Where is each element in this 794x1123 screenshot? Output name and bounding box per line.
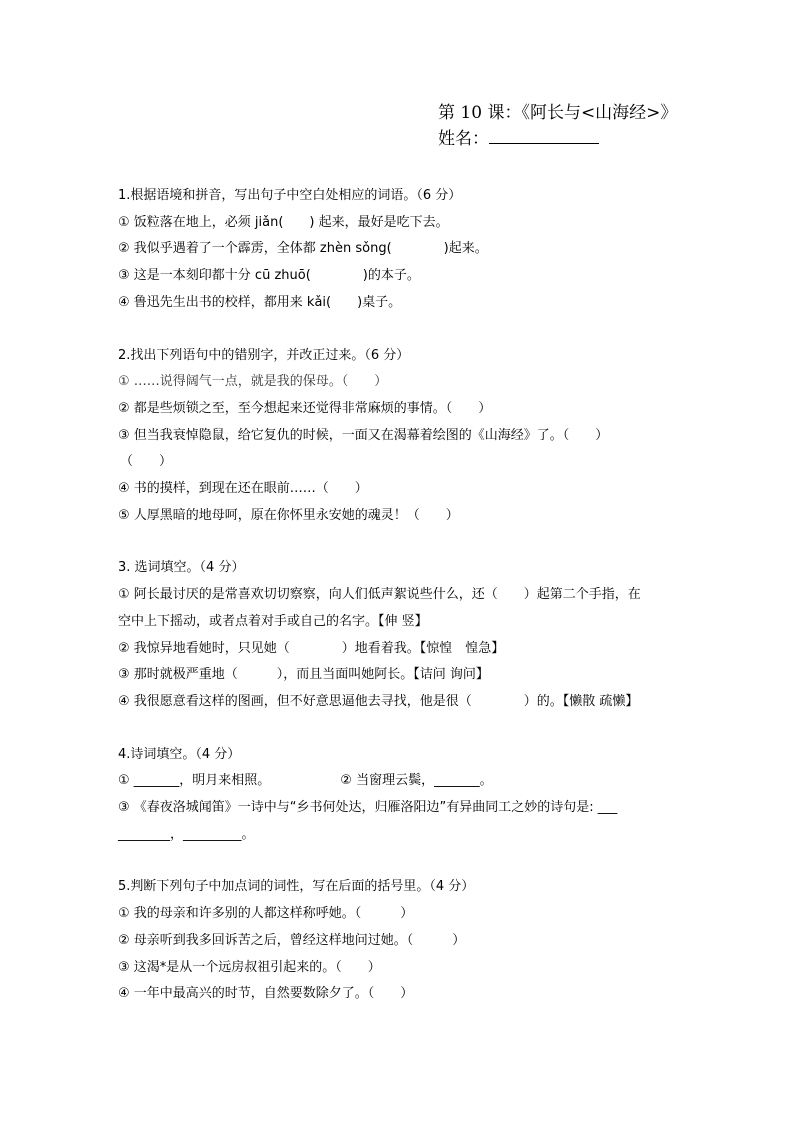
question-item: ④ 书的摸样，到现在还在眼前……（ ） <box>118 481 368 497</box>
question-title: 5.判断下列句子中加点词的词性，写在后面的括号里。（4 分） <box>118 879 475 895</box>
question-item: ② 母亲听到我多回诉苦之后，曾经这样地问过她。（ ） <box>118 932 466 948</box>
question-2 <box>118 343 688 530</box>
lesson-title: 第 10 课：《阿长与<山海经>》 <box>438 103 678 123</box>
poem-blank-1: ① _______，明月来相照。 <box>118 773 271 789</box>
question-item: ③ 那时就极严重地（ ），而且当面叫她阿长。【诘问 询问】 <box>118 667 489 683</box>
question-item: ________，_________。 <box>118 826 255 842</box>
question-item: （ ） <box>120 454 173 470</box>
question-4 <box>118 742 688 849</box>
question-item: ① 饭粒落在地上，必须 jiǎn( ) 起来，最好是吃下去。 <box>118 214 449 230</box>
question-item: ② 我似乎遇着了一个霹雳，全体都 zhèn sǒng( )起来。 <box>118 241 488 257</box>
question-item: ④ 鲁迅先生出书的校样，都用来 kǎi( )桌子。 <box>118 294 402 310</box>
question-item: ③ 这渴*是从一个远房叔祖引起来的。（ ） <box>118 959 381 975</box>
name-row <box>438 126 778 152</box>
question-item: ② 我惊异地看她时，只见她（ ）地看着我。【惊惶 惶急】 <box>118 640 505 656</box>
question-item: ① ……说得阔气一点，就是我的保母。（ ） <box>118 374 388 390</box>
question-3 <box>118 555 688 715</box>
question-item: ④ 一年中最高兴的时节，自然要数除夕了。（ ） <box>118 986 414 1002</box>
question-item: ① 阿长最讨厌的是常喜欢切切察察，向人们低声絮说些什么，还（ ）起第二个手指，在 <box>118 587 641 603</box>
question-item: ③ 这是一本刻印都十分 cū zhuō( )的本子。 <box>118 268 420 284</box>
question-title: 2.找出下列语句中的错别字，并改正过来。（6 分） <box>118 347 410 363</box>
question-item: ③ 但当我衰悼隐鼠，给它复仇的时候，一面又在渴幕着绘图的《山海经》了。（ ） <box>118 427 609 443</box>
question-title: 4.诗词填空。（4 分） <box>118 746 241 762</box>
name-blank[interactable] <box>489 127 599 144</box>
name-label: 姓名： <box>438 129 489 149</box>
question-item: ① 我的母亲和许多别的人都这样称呼她。（ ） <box>118 906 414 922</box>
question-item: 空中上下摇动，或者点着对手或自己的名字。【伸 竖】 <box>118 613 428 629</box>
questions <box>118 183 688 1034</box>
question-item: ⑤ 人厚黑暗的地母呵，原在你怀里永安她的魂灵！（ ） <box>118 507 459 523</box>
question-item: ④ 我很愿意看这样的图画，但不好意思逼他去寻找，他是很（ ）的。【懒散 疏懒】 <box>118 693 639 709</box>
question-1 <box>118 183 688 317</box>
question-item: ③ 《春夜洛城闻笛》一诗中与“乡书何处达，归雁洛阳边”有异曲同工之妙的诗句是: ___ <box>118 800 618 816</box>
question-item <box>118 768 688 795</box>
question-item: ② 都是些烦锁之至，至今想起来还觉得非常麻烦的事情。（ ） <box>118 400 492 416</box>
header <box>438 100 778 152</box>
question-title: 1.根据语境和拼音，写出句子中空白处相应的词语。（6 分） <box>118 188 462 203</box>
poem-blank-2: ② 当窗理云鬓，_______。 <box>340 773 493 789</box>
question-5 <box>118 874 688 1008</box>
question-title: 3. 选词填空。（4 分） <box>118 560 245 576</box>
